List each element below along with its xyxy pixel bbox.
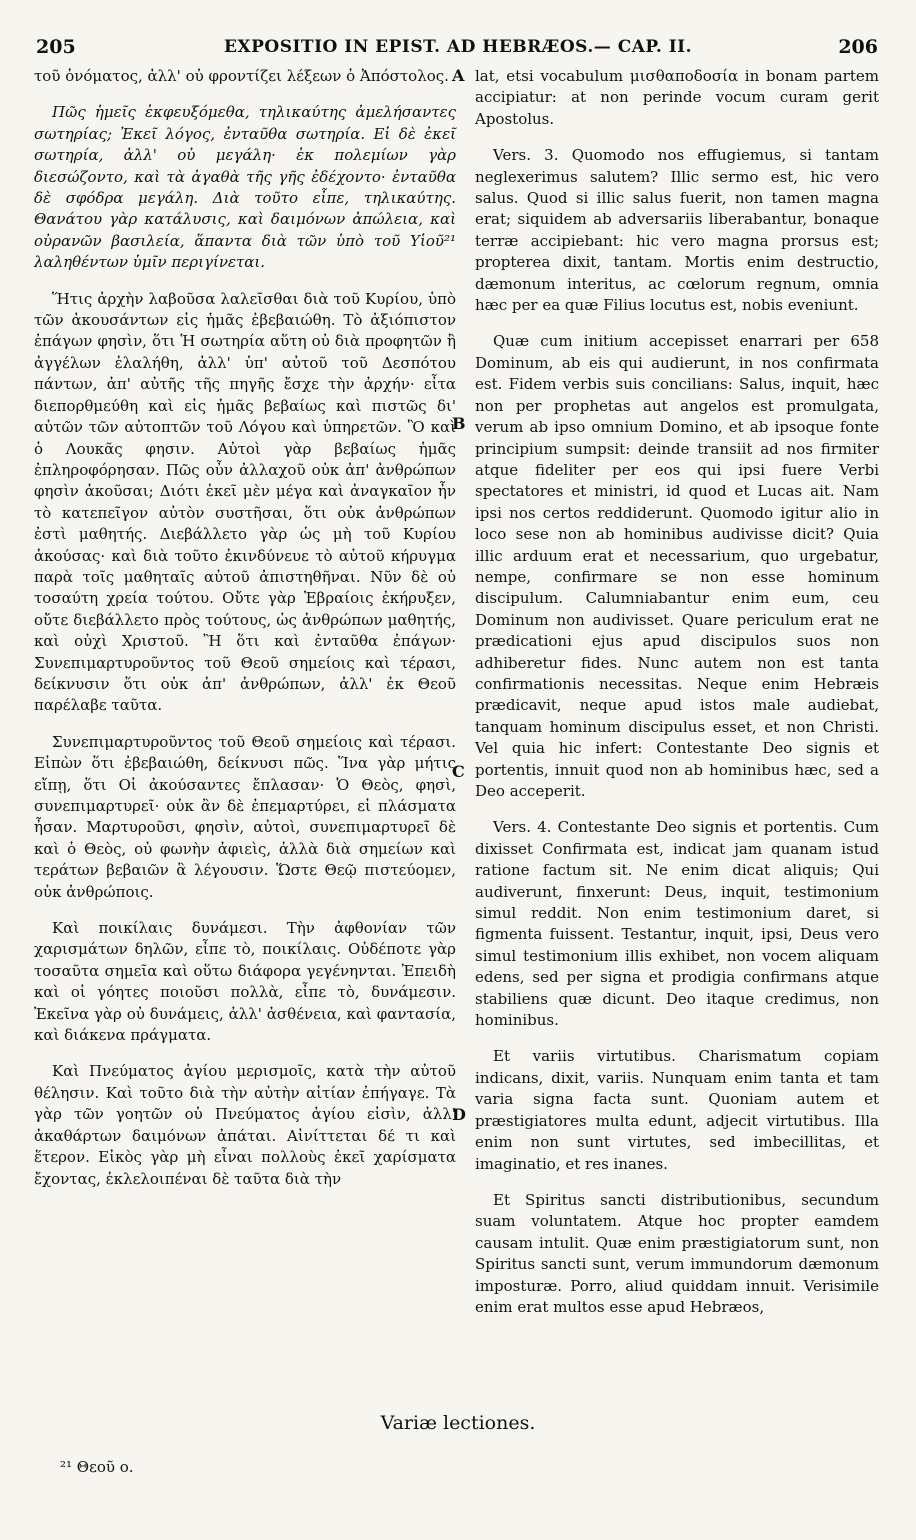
- page-number-right: 206: [838, 36, 878, 58]
- page-number-left: 205: [36, 36, 76, 58]
- greek-paragraph-3: Ἥτις ἀρχὴν λαβοῦσα λαλεῖσθαι διὰ τοῦ Κυρίου, ὑπὸ τῶν ἀκουσάντων εἰς ἡμᾶς ἐβεβαιώθη. Τὸ ἀξιόπιστον ἐπάγων φησὶν, ὅτι Ἡ σωτηρία αὕτη οὐ διὰ προφητῶν ἢ ἀγγέλων ἐλαλήθη, ἀλλ' ὑπ' αὐτοῦ τοῦ Δεσπότου πάντων, ἀπ' αὐτῆς τῆς πηγῆς ἔσχε τὴν ἀρχήν· εἶτα διεπορθμεύθη καὶ εἰς ἡμᾶς βεβαίως καὶ πιστῶς δι' αὐτῶν τῶν αὐτοπτῶν τοῦ Λόγου καὶ ὑπηρετῶν. Ὃ καὶ ὁ Λουκᾶς φησιν. Αὐτοὶ γὰρ βεβαίως ἡμᾶς ἐπληροφόρησαν. Πῶς οὖν ἀλλαχοῦ οὐκ ἀπ' ἀνθρώπων φησὶν ἀκοῦσαι; Διότι ἐκεῖ μὲν μέγα καὶ ἀναγκαῖον ἦν τὸ κατεπεῖγον αὐτὸν συστῆσαι, ὅτι οὐκ ἀνθρώπων ἐστὶ μαθητής. Διεβάλλετο γὰρ ὡς μὴ τοῦ Κυρίου ἀκούσας· καὶ διὰ τοῦτο ἐκινδύνευε τὸ αὐτοῦ κήρυγμα παρὰ τοῖς μαθηταῖς αὐτοῦ ἀπιστηθῆναι. Νῦν δὲ οὐ τοσαύτη χρεία τούτου. Οὔτε γὰρ Ἑβραίοις ἐκήρυξεν, οὔτε διεβάλλετο πρὸς τούτους, ὡς ἀνθρώπων μαθητής, καὶ οὐχὶ Χριστοῦ. Ἢ ὅτι καὶ ἐνταῦθα ἐπάγων· Συνεπιμαρτυροῦντος τοῦ Θεοῦ σημείοις καὶ τέρασι, δείκνυσιν ὅτι οὐκ ἀπ' ἀνθρώπων, ἀλλ' ἐκ Θεοῦ παρέλαβε ταῦτα.: [34, 289, 456, 715]
- latin-paragraph-2: Vers. 3. Quomodo nos effugiemus, si tantam neglexerimus salutem? Illic sermo est, hic vero salus. Quod si illic salus fuerit, non tamen magna erat; siquidem ab adversariis liberabantur, bonaque terræ accipiebant: hic vero magna prorsus est; propterea dixit, tantam. Mortis enim destructio, dæmonum interitus, ac cœlorum regnum, omnia hæc per ea quæ Filius locutus est, nobis eveniunt.: [475, 146, 879, 315]
- running-title: EXPOSITIO IN EPIST. AD HEBRÆOS.— CAP. II.: [223, 37, 693, 57]
- greek-paragraph-6: Καὶ Πνεύματος ἁγίου μερισμοῖς, κατὰ τὴν αὐτοῦ θέλησιν. Καὶ τοῦτο διὰ τὴν αὐτὴν αἰτίαν ἐπήγαγε. Τὰ γὰρ τῶν γοητῶν οὐ Πνεύματος ἁγίου εἰσὶν, ἀλλ' ἀκαθάρτων δαιμόνων ἀπάται. Αἰνίττεται δέ τι καὶ ἕτερον. Εἰκὸς γὰρ μὴ εἶναι πολλοὺς ἐκεῖ χαρίσματα ἔχοντας, ἐκλελοιπέναι δὲ ταῦτα διὰ τὴν: [34, 1062, 456, 1188]
- page-header: [0, 36, 916, 66]
- greek-paragraph-5: Καὶ ποικίλαις δυνάμεσι. Τὴν ἀφθονίαν τῶν χαρισμάτων δηλῶν, εἶπε τὸ, ποικίλαις. Οὐδέποτε γὰρ τοσαῦτα σημεῖα καὶ οὕτω διάφορα γεγένηνται. Ἐπειδὴ καὶ οἱ γόητες ποιοῦσι πολλὰ, εἶπε τὸ, δυνάμεσιν. Ἐκεῖνα γὰρ οὐ δυνάμεις, ἀλλ' ἀσθένεια, καὶ φαντασία, καὶ διάκενα πράγματα.: [34, 919, 456, 1045]
- greek-column: [34, 66, 456, 1205]
- latin-paragraph-1: lat, etsi vocabulum μισθαποδοσία in bonam partem accipiatur: at non perinde vocum curam gerit Apostolus.: [475, 67, 879, 128]
- latin-paragraph-5: Et variis virtutibus. Charismatum copiam indicans, dixit, variis. Nunquam enim tanta et tam varia signa facta sunt. Quoniam autem et præstigiatores multa edunt, adjecit virtutibus. Illa enim non sunt virtutes, sed imbecillitas, et imaginatio, et res inanes.: [475, 1047, 879, 1173]
- latin-column: [475, 66, 879, 1333]
- greek-paragraph-2: Πῶς ἡμεῖς ἐκφευξόμεθα, τηλικαύτης ἀμελήσαντες σωτηρίας; Ἐκεῖ λόγος, ἐνταῦθα σωτηρία. Εἰ δὲ ἐκεῖ σωτηρία, ἀλλ' οὐ μεγάλη· ἐκ πολεμίων γὰρ διεσώζοντο, καὶ τὰ ἀγαθὰ τῆς γῆς ἐδέχοντο· ἐνταῦθα δὲ σφόδρα μεγάλη. Διὰ τοῦτο εἶπε, τηλικαύτης. Θανάτου γὰρ κατάλυσις, καὶ δαιμόνων ἀπώλεια, καὶ οὐρανῶν βασιλεία, ἅπαντα διὰ τῶν ὑπὸ τοῦ Υἱοῦ²¹ λαληθέντων ὑμῖν περιγίνεται.: [34, 103, 456, 272]
- section-marker-c: C: [452, 762, 465, 781]
- latin-paragraph-4: Vers. 4. Contestante Deo signis et portentis. Cum dixisset Confirmata est, indicat jam quanam istud ratione factum sit. Ne enim dicat aliquis; Qui audiverunt, finxerunt: Deus, inquit, testimonium simul reddit. Non enim testimonium daret, si figmenta fuissent. Testantur, inquit, ipsi, Deus vero simul testimonium illis exhibet, non vocem aliquam edens, sed per signa et prodigia confirmans atque stabiliens quæ dicunt. Deo itaque credimus, non hominibus.: [475, 818, 879, 1030]
- section-marker-d: D: [452, 1105, 466, 1124]
- greek-paragraph-1: τοῦ ὀνόματος, ἀλλ' οὐ φροντίζει λέξεων ὁ Ἀπόστολος.: [34, 67, 449, 85]
- section-marker-a: A: [452, 66, 465, 85]
- variae-lectiones-title: Variæ lectiones.: [380, 1412, 536, 1434]
- latin-paragraph-6: Et Spiritus sancti distributionibus, secundum suam voluntatem. Atque hoc propter eamdem causam intulit. Quæ enim præstigiatorum sunt, non Spiritus sancti sunt, verum immundorum dæmonum imposturæ. Porro, aliud quiddam innuit. Verisimile enim erat multos esse apud Hebræos,: [475, 1190, 879, 1316]
- section-marker-b: B: [452, 414, 466, 433]
- greek-paragraph-4: Συνεπιμαρτυροῦντος τοῦ Θεοῦ σημείοις καὶ τέρασι. Εἰπὼν ὅτι ἐβεβαιώθη, δείκνυσι πῶς. Ἵνα γὰρ μήτις εἴπῃ, ὅτι Οἱ ἀκούσαντες ἔπλασαν· Ὁ Θεὸς, φησὶ, συνεπιμαρτυρεῖ· οὐκ ἂν δὲ ἐπεμαρτύρει, εἰ πλάσματα ἦσαν. Μαρτυροῦσι, φησὶν, αὐτοὶ, συνεπιμαρτυρεῖ δὲ καὶ ὁ Θεὸς, οὐ φωνὴν ἀφιεὶς, ἀλλὰ διὰ σημείων καὶ τεράτων βεβαιῶν ἃ λέγουσιν. Ὥστε Θεῷ πιστεύομεν, οὐκ ἀνθρώποις.: [34, 732, 456, 901]
- footnote: ²¹ Θεοῦ ο.: [60, 1458, 134, 1476]
- latin-paragraph-3: Quæ cum initium accepisset enarrari per 658 Dominum, ab eis qui audierunt, in nos confirmata est. Fidem verbis suis concilians: Salus, inquit, hæc non per prophetas aut angelos est promulgata, verum ab ipso omnium Domino, et ab ipsoque fonte principium sumpsit: deinde transiit ad nos firmiter atque fideliter per eos qui ipsi fuere Verbi spectatores et ministri, id quod et Lucas ait. Nam ipsi nos certos reddiderunt. Quomodo igitur alio in loco sese non ab hominibus audivisse dicit? Quia illic arduum erat et necessarium, quo urgebatur, nempe, confirmare se non esse hominum discipulum. Calumniabantur enim eum, ceu Dominum non audivisset. Quare periculum erat ne prædicationi ejus apud discipulos suos non adhiberetur fides. Nunc autem non est tanta confirmationis necessitas. Neque enim Hebræis prædicavit, neque apud istos male audiebat, tanquam hominum discipulus esset, et non Christi. Vel quia hic infert: Contestante Deo signis et portentis, innuit quod non ab hominibus hæc, sed a Deo acceperit.: [475, 332, 879, 800]
